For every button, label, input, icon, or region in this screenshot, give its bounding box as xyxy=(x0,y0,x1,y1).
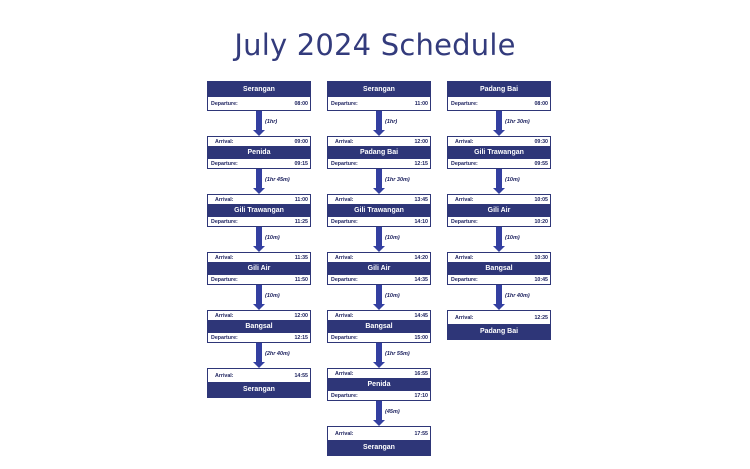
arrival-time: 17:55 xyxy=(414,430,428,437)
arrival-label: Arrival: xyxy=(335,312,354,319)
stop-name: Serangan xyxy=(328,440,430,455)
stop-name: Penida xyxy=(328,378,430,391)
connector xyxy=(207,285,311,310)
duration-label: (2hr 40m) xyxy=(265,351,290,357)
arrow-line xyxy=(256,285,262,304)
departure-time: 14:10 xyxy=(414,218,428,225)
stop-card xyxy=(447,252,551,285)
duration-label: (1hr) xyxy=(265,119,278,125)
stop-name: Gili Air xyxy=(328,262,430,275)
stop-card xyxy=(327,194,431,227)
arrival-row xyxy=(208,137,310,146)
connector xyxy=(207,169,311,194)
connector xyxy=(327,169,431,194)
arrow-down-icon xyxy=(253,188,265,194)
departure-time: 09:55 xyxy=(534,160,548,167)
duration-label: (10m) xyxy=(385,235,400,241)
arrival-label: Arrival: xyxy=(455,138,474,145)
arrival-row xyxy=(448,311,550,324)
departure-row xyxy=(208,217,310,226)
arrow-line xyxy=(496,285,502,304)
connector xyxy=(447,169,551,194)
arrival-time: 14:45 xyxy=(414,312,428,319)
departure-row xyxy=(208,275,310,284)
departure-row xyxy=(328,333,430,342)
arrival-time: 14:55 xyxy=(294,372,308,379)
arrival-row xyxy=(328,137,430,146)
departure-label: Departure: xyxy=(331,276,358,283)
arrival-time: 12:25 xyxy=(534,314,548,321)
arrow-down-icon xyxy=(253,362,265,368)
stop-name: Padang Bai xyxy=(328,146,430,159)
stop-name: Gili Trawangan xyxy=(448,146,550,159)
arrow-line xyxy=(376,401,382,420)
arrival-label: Arrival: xyxy=(335,196,354,203)
departure-label: Departure: xyxy=(211,218,238,225)
stop-card xyxy=(207,81,311,111)
departure-time: 17:10 xyxy=(414,392,428,399)
departure-time: 11:50 xyxy=(294,276,308,283)
duration-label: (10m) xyxy=(265,235,280,241)
stop-name: Gili Air xyxy=(448,204,550,217)
departure-label: Departure: xyxy=(451,100,478,107)
arrow-line xyxy=(376,111,382,130)
departure-time: 11:00 xyxy=(414,100,428,107)
stop-name: Penida xyxy=(208,146,310,159)
arrival-label: Arrival: xyxy=(215,254,234,261)
arrow-down-icon xyxy=(253,304,265,310)
departure-label: Departure: xyxy=(211,334,238,341)
arrow-down-icon xyxy=(253,246,265,252)
departure-label: Departure: xyxy=(331,392,358,399)
connector xyxy=(447,285,551,310)
connector xyxy=(327,227,431,252)
stop-name: Bangsal xyxy=(448,262,550,275)
duration-label: (10m) xyxy=(265,293,280,299)
arrival-row xyxy=(328,427,430,440)
arrival-row xyxy=(448,253,550,262)
arrival-row xyxy=(328,253,430,262)
stop-card xyxy=(207,368,311,398)
departure-time: 15:00 xyxy=(414,334,428,341)
arrival-time: 14:20 xyxy=(414,254,428,261)
arrival-time: 13:45 xyxy=(414,196,428,203)
duration-label: (1hr 45m) xyxy=(265,177,290,183)
arrival-time: 09:30 xyxy=(534,138,548,145)
arrow-line xyxy=(256,169,262,188)
arrival-time: 11:35 xyxy=(294,254,308,261)
departure-row xyxy=(328,391,430,400)
arrow-down-icon xyxy=(373,246,385,252)
arrow-down-icon xyxy=(253,130,265,136)
departure-row xyxy=(328,217,430,226)
arrow-down-icon xyxy=(373,188,385,194)
stop-card xyxy=(327,310,431,343)
departure-time: 10:20 xyxy=(534,218,548,225)
stop-card xyxy=(207,310,311,343)
arrow-down-icon xyxy=(493,246,505,252)
arrival-label: Arrival: xyxy=(335,254,354,261)
connector xyxy=(447,111,551,136)
arrow-line xyxy=(256,343,262,362)
arrival-row xyxy=(208,369,310,382)
arrival-row xyxy=(208,195,310,204)
departure-row xyxy=(208,159,310,168)
arrow-line xyxy=(496,169,502,188)
arrival-time: 11:00 xyxy=(294,196,308,203)
arrival-row xyxy=(328,369,430,378)
departure-row xyxy=(448,159,550,168)
duration-label: (10m) xyxy=(505,177,520,183)
departure-label: Departure: xyxy=(451,160,478,167)
departure-row xyxy=(328,275,430,284)
connector xyxy=(327,343,431,368)
stop-card xyxy=(447,310,551,340)
departure-label: Departure: xyxy=(451,218,478,225)
route-column-3 xyxy=(447,81,551,340)
stop-name: Gili Trawangan xyxy=(208,204,310,217)
arrival-time: 12:00 xyxy=(414,138,428,145)
stop-name: Gili Trawangan xyxy=(328,204,430,217)
departure-row xyxy=(208,97,310,110)
connector xyxy=(207,111,311,136)
route-column-1 xyxy=(207,81,311,398)
page-title: July 2024 Schedule xyxy=(234,28,516,62)
departure-row xyxy=(328,159,430,168)
duration-label: (10m) xyxy=(505,235,520,241)
arrow-line xyxy=(496,227,502,246)
duration-label: (10m) xyxy=(385,293,400,299)
arrow-line xyxy=(376,285,382,304)
arrow-line xyxy=(496,111,502,130)
arrow-line xyxy=(376,227,382,246)
arrow-down-icon xyxy=(373,420,385,426)
arrival-row xyxy=(328,195,430,204)
departure-row xyxy=(448,275,550,284)
departure-label: Departure: xyxy=(331,160,358,167)
stop-card xyxy=(447,136,551,169)
arrow-down-icon xyxy=(373,304,385,310)
arrival-label: Arrival: xyxy=(215,196,234,203)
arrival-time: 10:05 xyxy=(534,196,548,203)
duration-label: (1hr 30m) xyxy=(385,177,410,183)
arrival-row xyxy=(448,195,550,204)
arrival-label: Arrival: xyxy=(335,370,354,377)
stop-name: Bangsal xyxy=(208,320,310,333)
duration-label: (1hr) xyxy=(385,119,398,125)
departure-row xyxy=(208,333,310,342)
departure-time: 12:15 xyxy=(294,334,308,341)
departure-time: 08:00 xyxy=(534,100,548,107)
connector xyxy=(327,401,431,426)
stop-name: Padang Bai xyxy=(448,82,550,97)
departure-time: 08:00 xyxy=(294,100,308,107)
route-column-2 xyxy=(327,81,431,456)
departure-label: Departure: xyxy=(331,218,358,225)
arrow-down-icon xyxy=(493,130,505,136)
connector xyxy=(207,343,311,368)
arrival-time: 12:00 xyxy=(294,312,308,319)
stop-name: Serangan xyxy=(328,82,430,97)
connector xyxy=(207,227,311,252)
stop-card xyxy=(327,426,431,456)
arrival-label: Arrival: xyxy=(455,254,474,261)
duration-label: (45m) xyxy=(385,409,400,415)
stop-name: Serangan xyxy=(208,382,310,397)
arrival-label: Arrival: xyxy=(215,138,234,145)
departure-row xyxy=(448,97,550,110)
connector xyxy=(447,227,551,252)
duration-label: (1hr 55m) xyxy=(385,351,410,357)
arrival-row xyxy=(328,311,430,320)
arrival-time: 10:30 xyxy=(534,254,548,261)
departure-time: 09:15 xyxy=(294,160,308,167)
arrow-line xyxy=(376,169,382,188)
stop-card xyxy=(207,136,311,169)
stop-card xyxy=(327,252,431,285)
arrival-time: 09:00 xyxy=(294,138,308,145)
arrival-label: Arrival: xyxy=(335,138,354,145)
departure-label: Departure: xyxy=(211,276,238,283)
stop-name: Gili Air xyxy=(208,262,310,275)
stop-card xyxy=(447,194,551,227)
departure-label: Departure: xyxy=(331,100,358,107)
arrival-row xyxy=(208,311,310,320)
arrival-label: Arrival: xyxy=(215,372,234,379)
connector xyxy=(327,285,431,310)
departure-row xyxy=(448,217,550,226)
stop-name: Bangsal xyxy=(328,320,430,333)
arrival-label: Arrival: xyxy=(335,430,354,437)
arrow-line xyxy=(256,227,262,246)
arrival-label: Arrival: xyxy=(455,196,474,203)
departure-time: 12:15 xyxy=(414,160,428,167)
stop-card xyxy=(207,194,311,227)
arrow-down-icon xyxy=(493,188,505,194)
departure-time: 10:45 xyxy=(534,276,548,283)
departure-row xyxy=(328,97,430,110)
arrow-line xyxy=(376,343,382,362)
arrow-down-icon xyxy=(373,130,385,136)
stop-card xyxy=(327,136,431,169)
departure-label: Departure: xyxy=(211,100,238,107)
stop-card xyxy=(447,81,551,111)
arrival-row xyxy=(208,253,310,262)
arrival-row xyxy=(448,137,550,146)
stop-card xyxy=(327,81,431,111)
departure-label: Departure: xyxy=(211,160,238,167)
arrival-label: Arrival: xyxy=(455,314,474,321)
arrow-down-icon xyxy=(493,304,505,310)
stop-name: Padang Bai xyxy=(448,324,550,339)
connector xyxy=(327,111,431,136)
departure-time: 11:25 xyxy=(294,218,308,225)
departure-label: Departure: xyxy=(331,334,358,341)
arrival-label: Arrival: xyxy=(215,312,234,319)
stop-name: Serangan xyxy=(208,82,310,97)
departure-time: 14:35 xyxy=(414,276,428,283)
arrow-line xyxy=(256,111,262,130)
arrival-time: 16:55 xyxy=(414,370,428,377)
stop-card xyxy=(327,368,431,401)
duration-label: (1hr 30m) xyxy=(505,119,530,125)
departure-label: Departure: xyxy=(451,276,478,283)
stop-card xyxy=(207,252,311,285)
arrow-down-icon xyxy=(373,362,385,368)
duration-label: (1hr 40m) xyxy=(505,293,530,299)
